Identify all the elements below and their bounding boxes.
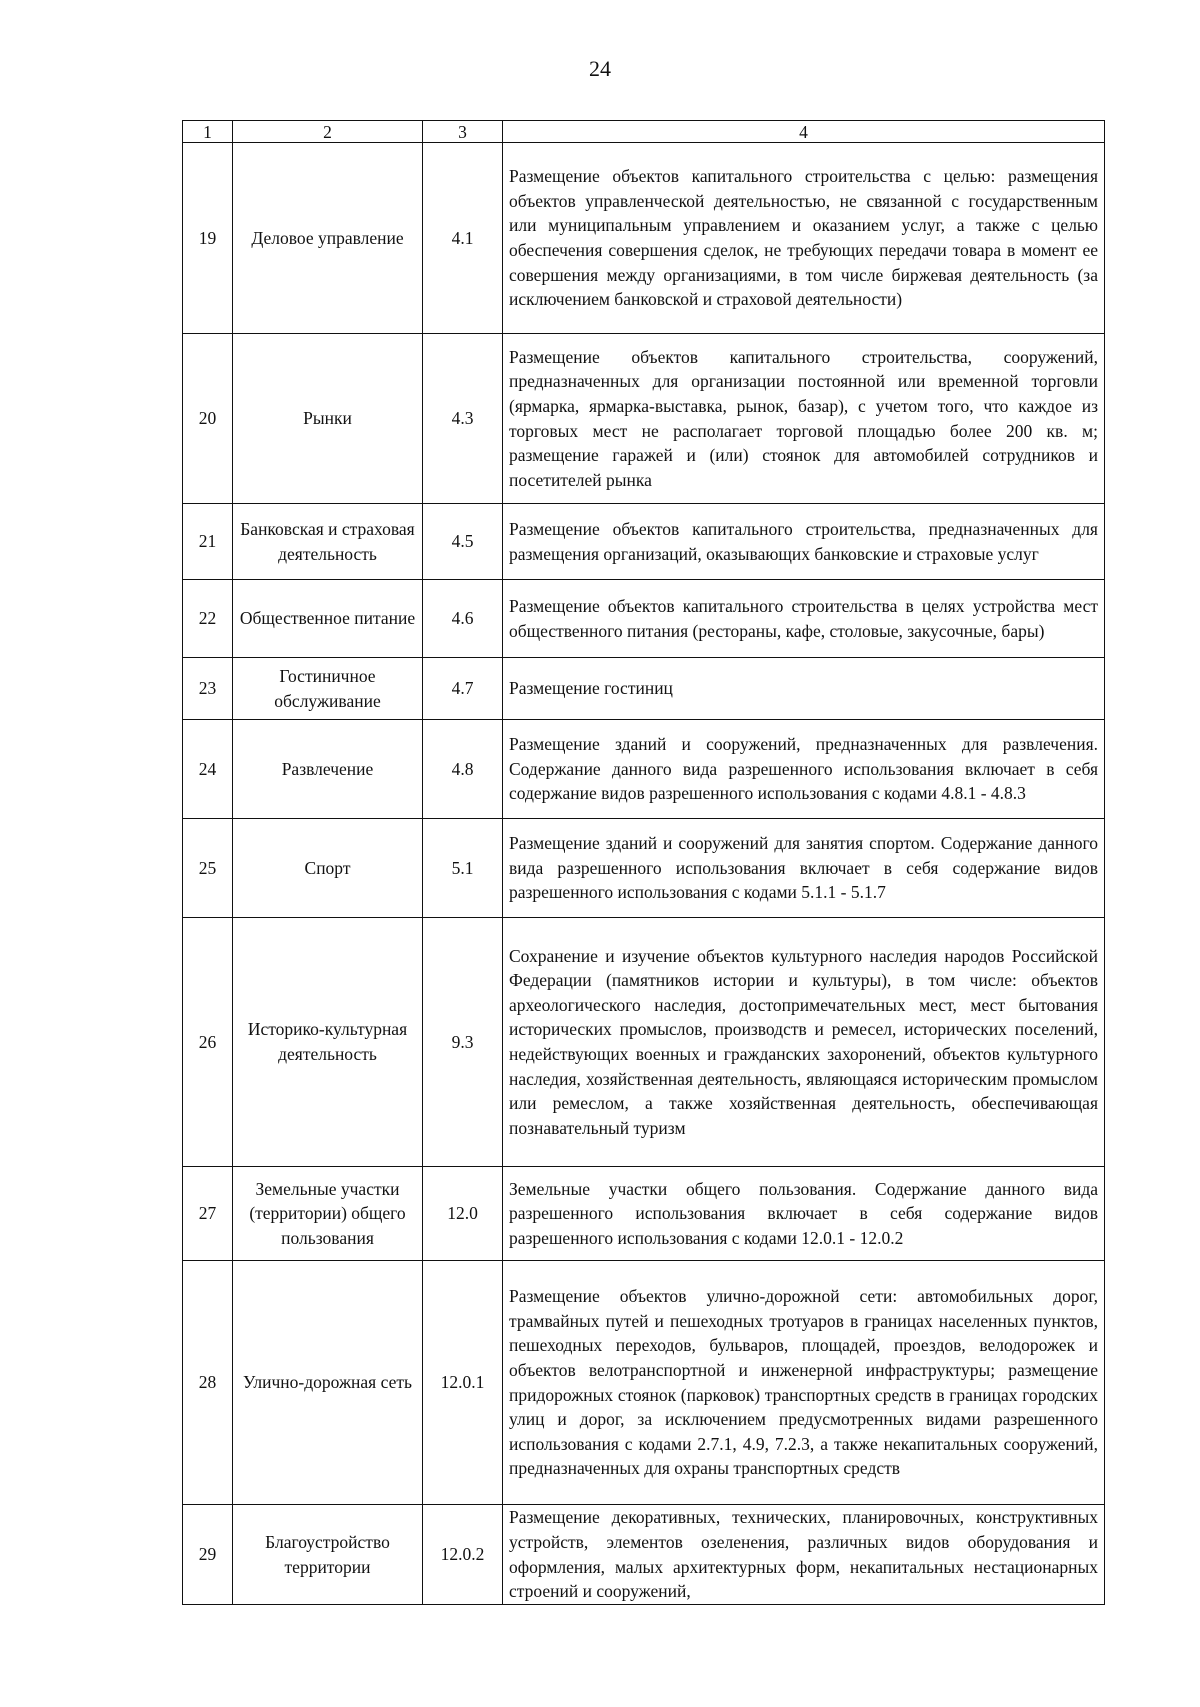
use-description: Размещение зданий и сооружений, предназначенных для развлечения. Содержание данного вида разрешенного использования включает в себя содержание видов разрешенного использования с кодами 4.8.1 - 4.8.3 [503, 720, 1105, 819]
use-name: Гостиничное обслуживание [233, 658, 423, 720]
use-description: Размещение объектов капитального строительства с целью: размещения объектов управленческой деятельностью, не связанной с государственным или муниципальным управлением и оказанием услуг, а также с целью обеспечения совершения сделок, не требующих передачи товара в момент ее совершения между организациями, в том числе биржевая деятельность (за исключением банковской и страховой деятельности) [503, 143, 1105, 334]
use-description: Земельные участки общего пользования. Содержание данного вида разрешенного использования включает в себя содержание видов разрешенного использования с кодами 12.0.1 - 12.0.2 [503, 1167, 1105, 1261]
row-number: 28 [183, 1261, 233, 1505]
use-description: Размещение объектов капитального строительства, сооружений, предназначенных для организации постоянной или временной торговли (ярмарка, ярмарка-выставка, рынок, базар), с учетом того, что каждое из торговых мест не располагает торговой площадью более 200 кв. м; размещение гаражей и (или) стоянок для автомобилей сотрудников и посетителей рынка [503, 334, 1105, 504]
land-use-table [182, 120, 1105, 1605]
use-description: Размещение гостиниц [503, 658, 1105, 720]
table-row [183, 918, 1105, 1167]
row-number: 26 [183, 918, 233, 1167]
use-code: 4.6 [423, 580, 503, 658]
use-description: Размещение объектов улично-дорожной сети: автомобильных дорог, трамвайных путей и пешеходных тротуаров в границах населенных пунктов, пешеходных переходов, бульваров, площадей, проездов, велодорожек и объектов велотранспортной и инженерной инфраструктуры; размещение придорожных стоянок (парковок) транспортных средств в границах городских улиц и дорог, за исключением предусмотренных видами разрешенного использования с кодами 2.7.1, 4.9, 7.2.3, а также некапитальных сооружений, предназначенных для охраны транспортных средств [503, 1261, 1105, 1505]
use-name: Благоустройство территории [233, 1505, 423, 1605]
use-code: 9.3 [423, 918, 503, 1167]
use-code: 5.1 [423, 819, 503, 918]
use-description: Размещение объектов капитального строительства, предназначенных для размещения организаций, оказывающих банковские и страховые услуг [503, 504, 1105, 580]
use-description: Сохранение и изучение объектов культурного наследия народов Российской Федерации (памятников истории и культуры), в том числе: объектов археологического наследия, достопримечательных мест, мест бытования исторических промыслов, производств и ремесел, исторических поселений, недействующих военных и гражданских захоронений, объектов культурного наследия, хозяйственная деятельность, являющаяся историческим промыслом или ремеслом, а также хозяйственная деятельность, обеспечивающая познавательный туризм [503, 918, 1105, 1167]
table-row [183, 720, 1105, 819]
table-row [183, 580, 1105, 658]
header-col-3: 3 [423, 121, 503, 143]
table-row [183, 1167, 1105, 1261]
use-name: Историко-культурная деятельность [233, 918, 423, 1167]
use-description: Размещение объектов капитального строительства в целях устройства мест общественного питания (рестораны, кафе, столовые, закусочные, бары) [503, 580, 1105, 658]
use-name: Земельные участки (территории) общего пользования [233, 1167, 423, 1261]
table-row [183, 1505, 1105, 1605]
header-col-1: 1 [183, 121, 233, 143]
row-number: 21 [183, 504, 233, 580]
use-name: Развлечение [233, 720, 423, 819]
use-name: Деловое управление [233, 143, 423, 334]
row-number: 23 [183, 658, 233, 720]
page-number: 24 [589, 56, 611, 81]
row-number: 24 [183, 720, 233, 819]
header-col-4: 4 [503, 121, 1105, 143]
use-code: 12.0 [423, 1167, 503, 1261]
use-code: 12.0.1 [423, 1261, 503, 1505]
table-row [183, 1261, 1105, 1505]
use-description: Размещение зданий и сооружений для занятия спортом. Содержание данного вида разрешенного использования включает в себя содержание видов разрешенного использования с кодами 5.1.1 - 5.1.7 [503, 819, 1105, 918]
row-number: 22 [183, 580, 233, 658]
use-code: 4.5 [423, 504, 503, 580]
table-header-row [183, 121, 1105, 143]
use-name: Спорт [233, 819, 423, 918]
use-name: Рынки [233, 334, 423, 504]
use-code: 4.7 [423, 658, 503, 720]
use-name: Банковская и страховая деятельность [233, 504, 423, 580]
row-number: 19 [183, 143, 233, 334]
use-description: Размещение декоративных, технических, планировочных, конструктивных устройств, элементов озеленения, различных видов оборудования и оформления, малых архитектурных форм, некапитальных нестационарных строений и сооружений, [503, 1505, 1105, 1605]
row-number: 25 [183, 819, 233, 918]
table-row [183, 658, 1105, 720]
table-row [183, 819, 1105, 918]
use-name: Общественное питание [233, 580, 423, 658]
use-code: 4.3 [423, 334, 503, 504]
use-code: 4.1 [423, 143, 503, 334]
table-row [183, 143, 1105, 334]
table-row [183, 504, 1105, 580]
use-code: 4.8 [423, 720, 503, 819]
row-number: 20 [183, 334, 233, 504]
use-name: Улично-дорожная сеть [233, 1261, 423, 1505]
table-row [183, 334, 1105, 504]
header-col-2: 2 [233, 121, 423, 143]
use-code: 12.0.2 [423, 1505, 503, 1605]
row-number: 27 [183, 1167, 233, 1261]
row-number: 29 [183, 1505, 233, 1605]
